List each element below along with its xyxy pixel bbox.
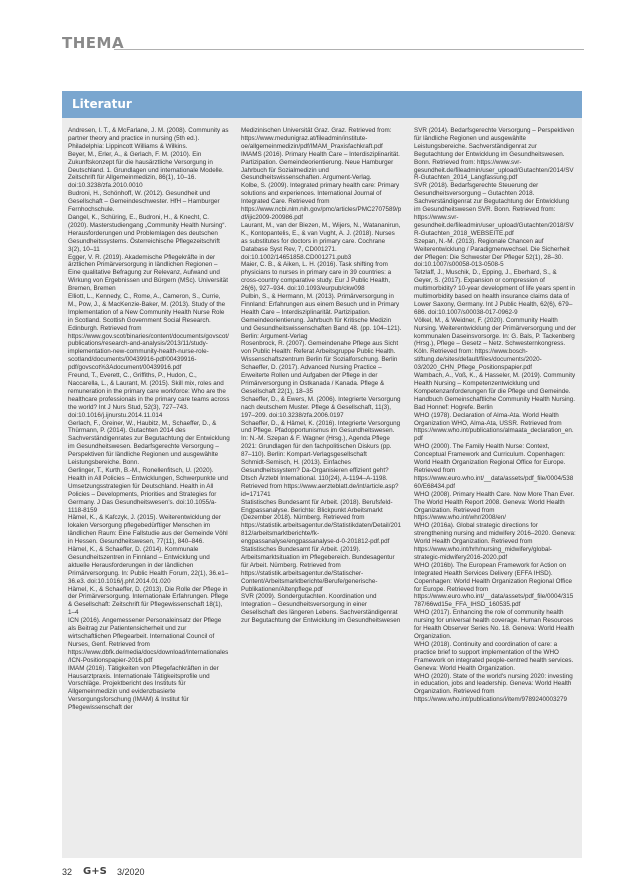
reference-entry: WHO (2008). Primary Health Care. Now More Than Ever. The World Health Report 2008. Geneva: World Health Organization. Retrieved from https://www.who.int/whr/2008/en/: [414, 490, 575, 522]
reference-entry: Medizinischen Universität Graz. Graz. Retrieved from: https://www.medunigraz.at/fileadmin/institute-oe/allgemeinmedizin/pdf/IMAM_Praxisfachkraft.pdf: [241, 127, 392, 150]
reference-entry: SVR (2018). Bedarfsgerechte Steuerung der Gesundheitsversorgung – Gutachten 2018. Sachverständigenrat zur Begutachtung der Entwicklung im Gesundheitswesen SVR. Bonn. Retrieved from: https://www.svr-gesundheit.de/fileadmin/user_upload/Gutachten/2018/SVR-Gutachten_2018_WEBSEITE.pdf: [414, 182, 574, 237]
reference-entry: Maier, C. B., & Aiken, L. H. (2016). Task shifting from physicians to nurses in primary care in 39 countries: a cross-country comparative study. Eur J Public Health, 26(6), 927–934. doi:10.1093/eurpub/ckw098: [241, 261, 392, 293]
reference-entry: Schaeffer, D. (2017). Advanced Nursing Practice – Erweiterte Rollen und Aufgaben der Pflege in der Primärversorgung in Ostkanada / Kanada. Pflege & Gesellschaft 22(1), 18–35: [241, 364, 385, 395]
reference-entry: WHO (2000). The Family Health Nurse: Context, Conceptual Framework and Curriculum. Copenhagen: World Health Organization Regional Office for Europe. Retrieved from https://www.euro.who.int/__data/assets/pdf_file/0004/53860/E68434.pdf: [414, 443, 574, 490]
reference-entry: WHO (1978). Declaration of Alma-Ata. World Health Organization WHO, Alma-Ata, USSR. Retrieved from https://www.who.int/publications/almaata_declaration_en.pdf: [414, 411, 574, 443]
reference-entry: Beyer, M., Erler, A., & Gerlach, F. M. (2010). Ein Zukunftskonzept für die hausärztliche Versorgung in Deutschland. 1. Grundlagen und internationale Modelle. Zeitschrift für Allgemeinmedizin, 86(1), 10–16. doi:10.3238/zfa.2010.0010: [68, 150, 224, 190]
reference-entry: IMAM (2016). Tätigkeiten von Pflegefachkräften in der Hausarztpraxis. Internationale Tätigkeitsprofile und Vorschläge. Projektbericht des Instituts für Allgemeinmedizin und evidenzbasierte Versorgungsforschung (IMAM) & Institut für Pflegewissenschaft der: [68, 664, 219, 712]
reference-entry: Völkel, M., & Weidner, F. (2020). Community Health Nursing. Weiterentwicklung der Primärversorgung und der kommunalen Daseinsvorsorge. In: G. Bals, P. Tackenberg (Hrsg.), Pflege – Gesetz – Netz. Schwesternkongress. Köln. Retrieved from: https://www.bosch-stiftung.de/sites/default/files/documents/2020-03/2020_CHN_Pflege_Positionspapier.pdf: [414, 316, 576, 372]
header-rule: [114, 49, 584, 50]
reference-entry: Rosenbrock, R. (2007). Gemeindenahe Pflege aus Sicht von Public Health: Referat Arbeitsgruppe Public Health. Wissenschaftszentrum Berlin für Sozialforschung. Berlin: [241, 340, 399, 364]
reference-entry: IMAMS (2016). Primary Health Care – Interdisziplinarität. Partizipation. Gemeindeorientierung. Neue Hamburger Jahrbuch für Sozialmedizin und Gesundheitswissenschaften. Argument-Verlag.: [241, 150, 400, 182]
reference-entry: Gerlach, F., Greiner, W., Haubitz, M., Schaeffer, D., & Thürmann, P. (2014). Gutachten 2014 des Sachverständigenrates zur Begutachtung der Entwicklung im Gesundheitswesen. Bedarfsgerechte Versorgung – Perspektiven für ländliche Regionen und ausgewählte Leistungsbereiche. Bonn.: [68, 419, 230, 467]
reference-entry: Schaeffer, D., & Ewers, M. (2006). Integrierte Versorgung nach deutschem Muster. Pflege & Gesellschaft, 11(3), 197–209. doi:10.3238/zfa.2006.0197: [241, 395, 401, 419]
reference-entry: WHO (2016b). The European Framework for Action on Integrated Health Services Delivery (EFFA IHSD). Copenhagen: World Health Organization Regional Office for Europe. Retrieved from https://www.euro.who.int/__data/assets/pdf_file/0004/315787/66wd15e_FFA_IHSD_160535.pdf: [414, 561, 574, 609]
reference-entry: Freund, T., Everett, C., Griffiths, P., Hudon, C., Naccarella, L., & Laurant, M. (2015). Skill mix, roles and remuneration in the primary care workforce: Who are the healthcare professionals in the primary care teams across the world? Int J Nurs Stud, 52(3), 727–743. doi:10.1016/j.ijnurstu.2014.11.014: [68, 372, 230, 419]
reference-entry: WHO (2017). Enhancing the role of community health nursing for universal health coverage. Human Resources for Health Observer Series No. 18. Geneva: World Health Organization.: [414, 609, 575, 640]
reference-entry: Dangel, K., Schüring, E., Budroni, H., & Knecht, C. (2020). Masterstudiengang „Community Health Nursing“. Herausforderungen und Problemlagen des deutschen Gesundheitssystems. Österreichische Pflegezeitschrift 3(2), 10–11: [68, 213, 227, 253]
reference-column-3: [414, 127, 576, 851]
page-footer: [62, 864, 582, 880]
literature-panel: [62, 91, 582, 858]
reference-entry: Statistisches Bundesamt für Arbeit. (2019). Arbeitsmarktsituation im Pflegebereich. Bundesagentur für Arbeit. Nürnberg. Retrieved from https://statistik.arbeitsagentur.de/Statischer-Content/Arbeitsmarktberichte/Berufe/generische-Publikationen/Altenpflege.pdf: [241, 546, 395, 593]
reference-entry: Budroni, H., Schönhoff, W. (2012). Gesundheit und Gesellschaft – Gemeindeschwester. HfH – Hamburger Fernhochschule.: [68, 190, 220, 214]
reference-entry: Statistisches Bundesamt für Arbeit. (2018). Berufsfeld-Engpassanalyse. Berichte: Blickpunkt Arbeitsmarkt (Dezember 2018). Nürnberg. Retrieved from https://statistik.arbeitsagentur.de/Statistikdaten/Detail/201812/arbeitsmarktberichte/fk-engpassanalyse/engpassanalyse-d-0-201812-pdf.pdf: [241, 498, 401, 546]
reference-entry: Hämel, K., & Kafczyk, J. (2015). Weiterentwicklung der lokalen Versorgung pflegebedürftiger Menschen im ländlichen Raum: Eine Fallstudie aus der Gemeinde Vöhl in Hessen. Gesundheitswesen, 77(11), 840–846.: [68, 514, 228, 546]
reference-entry: WHO (2018). Continuity and coordination of care: a practice brief to support implementation of the WHO Framework on integrated people-centred health services. Geneva: World Health Organization.: [414, 640, 574, 672]
reference-entry: SVR (2009). Sondergutachten. Koordination und Integration – Gesundheitsversorgung in einer Gesellschaft des längeren Lebens. Sachverständigenrat zur Begutachtung der Entwicklung im Gesundheitswesen: [241, 593, 401, 625]
reference-entry: WHO (2016a). Global strategic directions for strengthening nursing and midwifery 2016–2020. Geneva: World Health Organization. Retrieved from https://www.who.int/hrh/nursing_midwifery/global-strategic-midwifery2016-2020.pdf: [414, 522, 576, 561]
page-number: 32: [62, 867, 73, 877]
reference-entry: Kolbe, S. (2009). Integrated primary health care: Primary solutions and experiences. International Journal of Integrated Care. Retrieved from https://www.ncbi.nlm.nih.gov/pmc/articles/PMC2707589/pdf/ijic2009-200986.pdf: [241, 182, 402, 221]
reference-entry: Egger, V. R. (2019). Akademische Pflegekräfte in der ärztlichen Primärversorgung in ländlichen Regionen – Eine qualitative Befragung zur Relevanz, Aufwand und Wirkung von Ergebnissen und Bürgern (MSc). Universität Bremen, Bremen: [68, 253, 228, 293]
literature-banner: [62, 91, 582, 118]
reference-entry: Schaeffer, D., & Hämel, K. (2016). Integrierte Versorgung und Pflege. Pfadopportunismus im Gesundheitswesen. In: N.-M. Szepan & F. Wagner (Hrsg.), Agenda Pflege 2021: Grundlagen für den fachpolitischen Diskurs (pp. 87–110). Berlin: Kompart-Verlagsgesellschaft: [241, 419, 401, 459]
reference-entry: Szepan, N.-M. (2013). Regionale Chancen auf Weiterentwicklung / Paradigmenwechsel. Die Sicherheit der Pflegen: Die Schwester Der Pfleger 52(1), 28–30. doi:10.1007/s00058-013-0508-5: [414, 237, 570, 269]
reference-entry: Hämel, K., & Schaeffer, D. (2014). Kommunale Gesundheitszentren in Finnland – Entwicklung und aktuelle Herausforderungen in der ländlichen Primärversorgung. In: Public Health Forum, 22(1), 36.e1–36.e3. doi:10.1016/j.phf.2014.01.020: [68, 546, 229, 585]
page-header: [62, 34, 584, 58]
reference-entry: Andresen, I. T., & McFarlane, J. M. (2008). Community as partner theory and practice in nursing (5th ed.). Philadelphia: Lippincott Williams & Wilkins.: [68, 127, 229, 150]
reference-entry: Gerlinger, T., Kurth, B.-M., Ronellenfitsch, U. (2020). Health in All Policies – Entwicklungen, Schwerpunkte und Umsetzungsstrategien für Deutschland. Health in All Policies – Developments, Priorities and Strategies for Germany. J Das Gesundheitswesen's. doi:10.1055/a-1118-8159: [68, 466, 228, 514]
journal-name: G+S: [83, 866, 107, 877]
reference-entry: ICN (2016). Angemessener Personaleinsatz der Pflege als Beitrag zur Patientensicherheit und zur wirtschaftlichen Pflegearbeit. International Council of Nurses, Genf. Retrieved from https://www.dbfk.de/media/docs/download/Internationales/ICN-Positionspapier-2016.pdf: [68, 617, 229, 664]
reference-entry: Elliott, L., Kennedy, C., Rome, A., Cameron, S., Currie, M., Pow, J., & MacKenzie-Baker, M. (2013). Study of the Implementation of a New Community Health Nurse Role in Scotland. Scottish Government Social Research. Edinburgh. Retrieved from https://www.gov.scot/binaries/content/documents/govscot/publications/research-and-analysis/2013/11/study-implementation-new-community-health-nurse-role-scotland/documents/00439916-pdf/00439916-pdf/govscot%3Adocument/00439916.pdf: [68, 293, 229, 372]
reference-entry: Laurant, M., van der Biezen, M., Wijers, N., Watananirun, K., Kontopantelis, E., & van Vught, A. J. (2018). Nurses as substitutes for doctors in primary care. Cochrane Database Syst Rev, 7, CD001271. doi:10.1002/14651858.CD001271.pub3: [241, 221, 401, 261]
reference-entry: Wambach, A., Voß, K., & Hasseler, M. (2019). Community Health Nursing – Kompetenzentwicklung und Kompetenzanforderungen für die Pflege und Gemeinde. Handbuch Gemeinschaftliche Community Health Nursing. Bad Honnef: Hogrefe. Berlin: [414, 372, 576, 411]
reference-entry: SVR (2014). Bedarfsgerechte Versorgung – Perspektiven für ländliche Regionen und ausgewählte Leistungsbereiche. Sachverständigenrat zur Begutachtung der Entwicklung im Gesundheitswesen. Bonn. Retrieved from: https://www.svr-gesundheit.de/fileadmin/user_upload/Gutachten/2014/SVR-Gutachten_2014_Langfassung.pdf: [414, 127, 574, 182]
reference-entry: Tetzlaff, J., Muschik, D., Epping, J., Eberhard, S., & Geyer, S. (2017). Expansion or compression of multimorbidity? 10-year development of life years spent in multimorbidity based on health insurance claims data of Lower Saxony, Germany. Int J Public Health, 62(6), 679–686. doi:10.1007/s00038-017-0962-9: [414, 269, 575, 316]
reference-entry: WHO (2020). State of the world's nursing 2020: investing in education, jobs and leadership. Geneva: World Health Organization. Retrieved from https://www.who.int/publications/i/item/9789240003279: [414, 672, 573, 704]
journal-issue: 3/2020: [117, 867, 145, 877]
reference-entry: Pulbin, S., & Hermann, M. (2013). Primärversorgung in Finnland: Erfahrungen aus einem Besuch und in Primary Health Care – Interdisziplinarität. Partizipation. Gemeindeorientierung. Jahrbuch für Kritische Medizin und Gesundheitswissenschaften Band 48. (pp. 104–121). Berlin: Argument-Verlag: [241, 293, 402, 340]
reference-column-2: [241, 127, 403, 851]
literature-title: Literatur: [72, 97, 132, 111]
reference-entry: Schmidt-Semisch, H. (2013). Einfaches Gesundheitssystem? Da-Organisieren effizient geht? Dtsch Ärztebl International. 110(24), A-1194–A-1198. Retrieved from https://www.aerzteblatt.de/int/article.asp?id=171741: [241, 459, 399, 498]
section-heading: THEMA: [62, 34, 125, 52]
reference-entry: Hämel, K., & Schaeffer, D. (2013). Die Rolle der Pflege in der Primärversorgung. Internationale Erfahrungen. Pflege & Gesellschaft: Zeitschrift für Pflegewissenschaft 18(1), 1–4: [68, 585, 229, 617]
reference-columns: [68, 127, 576, 851]
reference-column-1: [68, 127, 230, 851]
